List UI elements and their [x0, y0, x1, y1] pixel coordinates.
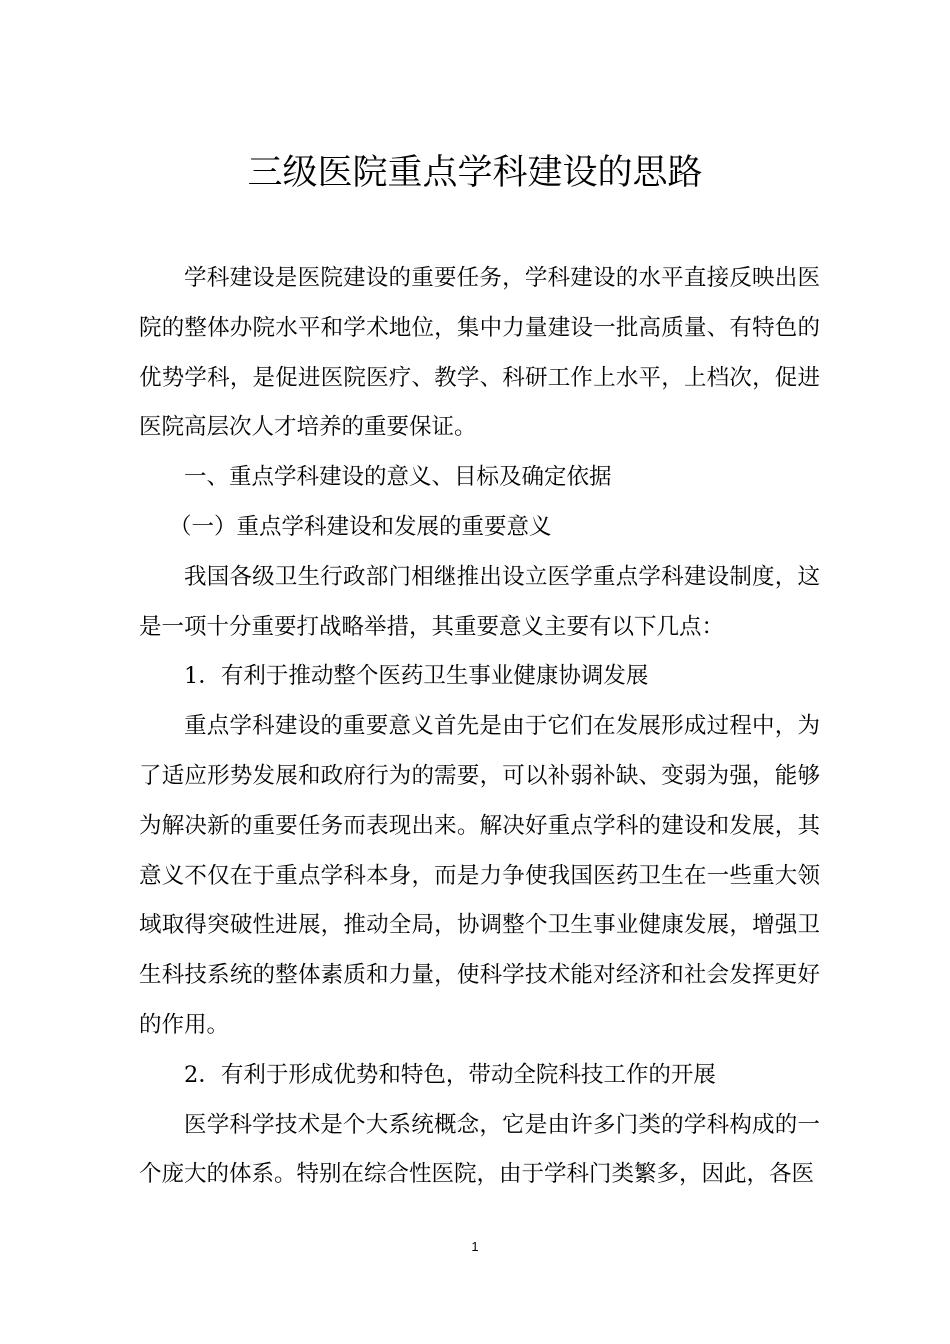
subsection-heading-1: （一）重点学科建设和发展的重要意义: [169, 513, 552, 540]
point-heading-1: 1．有利于推动整个医药卫生事业健康协调发展: [184, 663, 649, 690]
paragraph-4: 医学科学技术是个大系统概念，它是由许多门类的学科构成的一个庞大的体系。特别在综合性医院，由于学科门类繁多，因此，各医: [139, 1111, 820, 1188]
section-heading-1: 一、重点学科建设的意义、目标及确定依据: [184, 464, 612, 491]
paragraph-intro: 学科建设是医院建设的重要任务，学科建设的水平直接反映出医院的整体办院水平和学术地位，集中力量建设一批高质量、有特色的优势学科，是促进医院医疗、教学、科研工作上水平，上档次，促进医院高层次人才培养的重要保证。: [139, 265, 820, 441]
document-body: [139, 254, 820, 1200]
page-number: 1: [471, 1239, 479, 1254]
paragraph-2: 我国各级卫生行政部门相继推出设立医学重点学科建设制度，这是一项十分重要打战略举措，其重要意义主要有以下几点：: [139, 563, 820, 640]
point-heading-2: 2．有利于形成优势和特色，带动全院科技工作的开展: [184, 1061, 716, 1088]
paragraph-3: 重点学科建设的重要意义首先是由于它们在发展形成过程中，为了适应形势发展和政府行为的需要，可以补弱补缺、变弱为强，能够为解决新的重要任务而表现出来。解决好重点学科的建设和发展，其意义不仅在于重点学科本身，而是力争使我国医药卫生在一些重大领域取得突破性进展，推动全局，协调整个卫生事业健康发展，增强卫生科技系统的整体素质和力量，使科学技术能对经济和社会发挥更好的作用。: [139, 713, 820, 1038]
document-title: 三级医院重点学科建设的思路: [247, 153, 703, 193]
